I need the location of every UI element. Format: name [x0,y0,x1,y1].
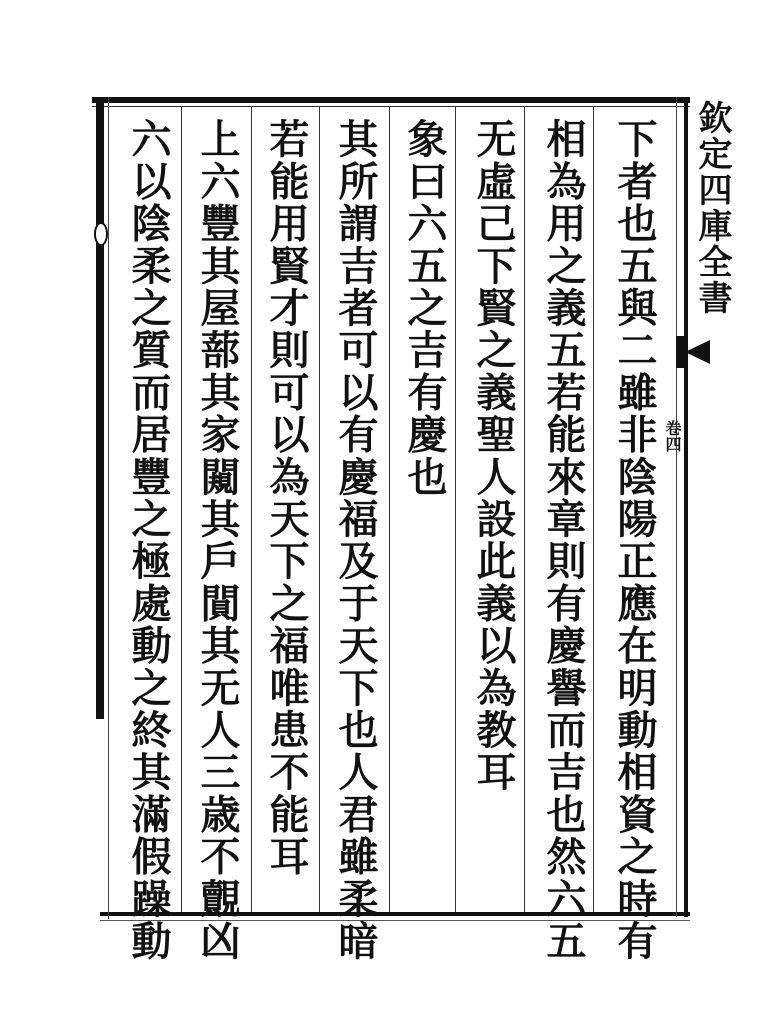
column-rule [593,107,594,912]
text-column-1: 下者也五與二雖非陰陽正應在明動相資之時有 [611,118,658,962]
text-column-3: 无虛己下賢之義聖人設此義以為教耳 [470,118,517,794]
column-rule [524,107,525,912]
column-rule [455,107,456,912]
text-column-6: 若能用賢才則可以為天下之福唯患不能耳 [263,118,310,878]
binding-hole-icon [94,222,108,246]
text-column-5: 其所謂吉者可以有慶福及于天下也人君雖柔暗 [332,118,379,962]
margin-volume-label: 卷四 [663,420,682,452]
margin-book-title: 欽定四庫全書 [692,100,732,316]
text-column-8: 六以陰柔之質而居豐之極處動之終其滿假躁動 [125,118,172,962]
frame-left-border [96,97,104,719]
frame-right-inner-line [676,97,677,917]
column-rule [251,107,252,912]
text-column-2: 相為用之義五若能來章則有慶譽而吉也然六五 [540,118,587,962]
frame-right-border [684,97,688,917]
text-column-7: 上六豐其屋蔀其家闚其戶閴其无人三歳不覿凶 [194,118,241,962]
column-rule [181,107,182,912]
frame-top-border [92,97,690,103]
fishtail-icon [660,340,710,364]
text-column-4: 象曰六五之吉有慶也 [401,118,448,498]
frame-left-inner-line [108,97,109,919]
column-rule [389,107,390,912]
column-rule [319,107,320,912]
